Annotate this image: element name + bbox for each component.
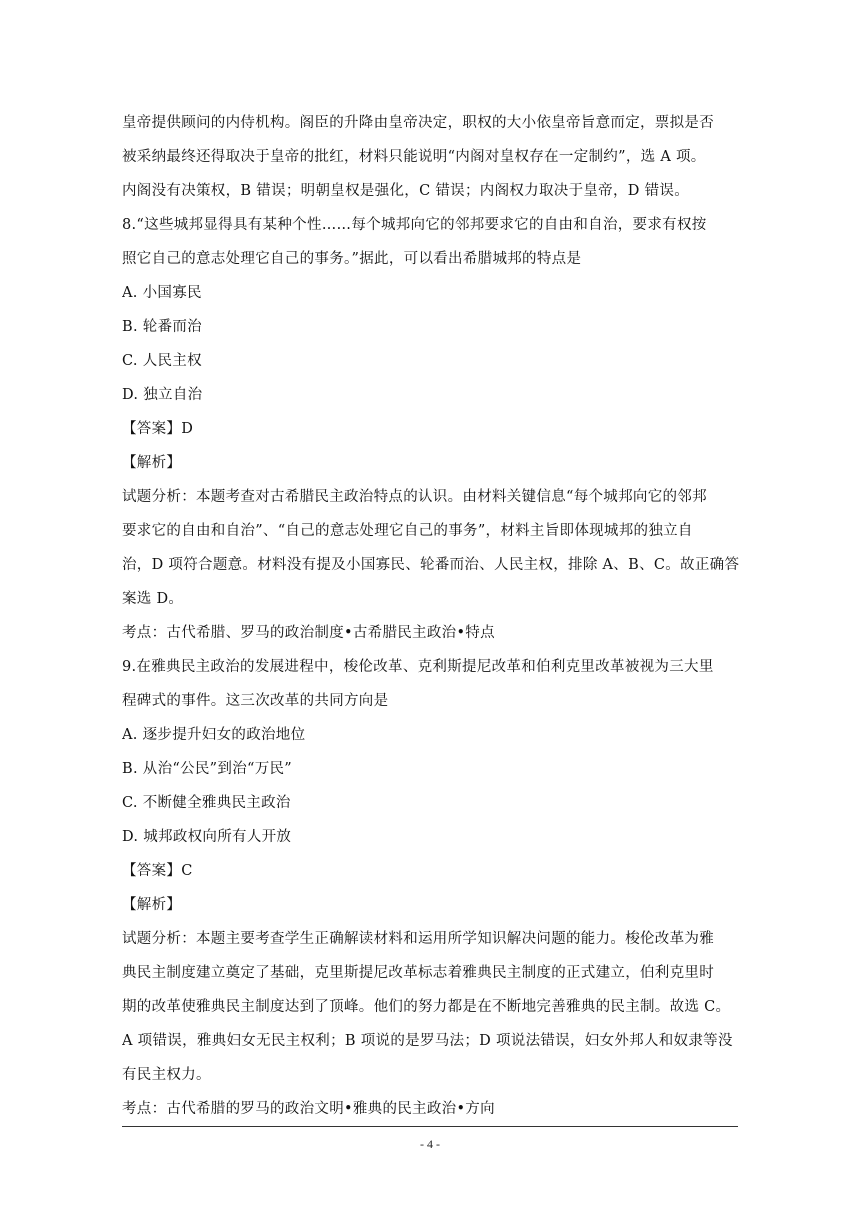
question-8-analysis: 案选 D。 [122,591,184,607]
question-8-option-a: A. 小国寡民 [122,285,202,301]
page-number: - 4 - [420,1137,440,1151]
question-8-stem: 8.“这些城邦显得具有某种个性……每个城邦向它的邻邦要求它的自由和自治，要求有权按 [122,217,707,233]
page-body [122,106,740,1126]
question-9-topic: 考点：古代希腊的罗马的政治文明•雅典的民主政治•方向 [122,1101,495,1117]
question-8-option-c: C. 人民主权 [122,353,202,369]
question-8-analysis: 试题分析：本题考查对古希腊民主政治特点的认识。由材料关键信息“每个城邦向它的邻邦 [122,489,707,505]
question-9-analysis: 典民主制度建立奠定了基础，克里斯提尼改革标志着雅典民主制度的正式建立，伯利克里时 [122,965,714,981]
question-9-analysis: 试题分析：本题主要考查学生正确解读材料和运用所学知识解决问题的能力。梭伦改革为雅 [122,931,714,947]
question-9-answer: 【答案】C [122,863,193,879]
question-8-analysis: 要求它的自由和自治”、“自己的意志处理它自己的事务”，材料主旨即体现城邦的独立自 [122,523,693,539]
question-8-topic: 考点：古代希腊、罗马的政治制度•古希腊民主政治•特点 [122,625,495,641]
question-9-option-b: B. 从治“公民”到治“万民” [122,761,293,777]
question-9-analysis-heading: 【解析】 [122,897,182,913]
question-9-analysis: 有民主权力。 [122,1067,211,1083]
question-9-stem: 程碑式的事件。这三次改革的共同方向是 [122,693,389,709]
question-9-option-c: C. 不断健全雅典民主政治 [122,795,291,811]
question-8-analysis: 治，D 项符合题意。材料没有提及小国寡民、轮番而治、人民主权，排除 A、B、C。故正确答 [122,557,740,573]
question-8-stem: 照它自己的意志处理它自己的事务。”据此，可以看出希腊城邦的特点是 [122,251,582,267]
question-8-option-d: D. 独立自治 [122,387,203,403]
question-8-answer: 【答案】D [122,421,194,437]
question-9-option-a: A. 逐步提升妇女的政治地位 [122,727,306,743]
text-line: 皇帝提供顾问的内侍机构。阁臣的升降由皇帝决定，职权的大小依皇帝旨意而定，票拟是否 [122,115,714,131]
text-line: 内阁没有决策权，B 错误；明朝皇权是强化，C 错误；内阁权力取决于皇帝，D 错误。 [122,183,689,199]
question-9-analysis: A 项错误，雅典妇女无民主权利；B 项说的是罗马法；D 项说法错误，妇女外邦人和奴隶等没 [122,1033,733,1049]
question-8-option-b: B. 轮番而治 [122,319,202,335]
footer-divider [122,1126,738,1127]
question-8-analysis-heading: 【解析】 [122,455,182,471]
question-9-option-d: D. 城邦政权向所有人开放 [122,829,292,845]
text-line: 被采纳最终还得取决于皇帝的批红，材料只能说明“内阁对皇权存在一定制约”，选 A 项。 [122,149,706,165]
question-9-stem: 9.在雅典民主政治的发展进程中，梭伦改革、克利斯提尼改革和伯利克里改革被视为三大里 [122,659,714,675]
question-9-analysis: 期的改革使雅典民主制度达到了顶峰。他们的努力都是在不断地完善雅典的民主制。故选 C。 [122,999,731,1015]
